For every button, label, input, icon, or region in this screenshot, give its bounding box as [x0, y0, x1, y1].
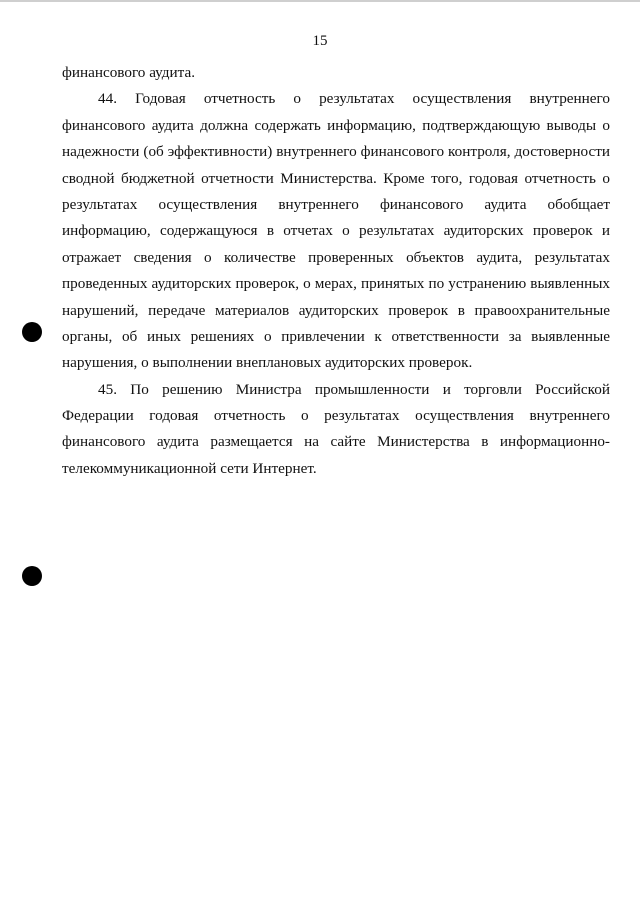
- paragraph-45-line: 45. По решению Министра промышленности и торговли Российской: [98, 380, 610, 398]
- paragraph-44-line: проведенных аудиторских проверок, о мерах, принятых по устранению выявленных: [62, 275, 610, 293]
- paragraph-43-last-line: финансового аудита.: [62, 64, 196, 81]
- paragraph-44-line: надежности (об эффективности) внутреннего финансового контроля, достоверности: [62, 143, 610, 161]
- paragraph-44-line: нарушений, передаче материалов аудиторских проверок в правоохранительные: [62, 301, 610, 319]
- paragraph-44-line: органы, об иных решениях о привлечении к ответственности за выявленные: [62, 327, 610, 345]
- top-edge-rule: [0, 0, 640, 2]
- paragraph-45-line: Федерации годовая отчетность о результатах осуществления внутреннего: [62, 407, 610, 425]
- paragraph-45-last-line: телекоммуникационной сети Интернет.: [62, 459, 317, 477]
- paragraph-44-line: отражает сведения о количестве проверенных объектов аудита, результатах: [62, 248, 610, 266]
- binder-punch-hole: [22, 322, 42, 342]
- paragraph-44-line: результатах осуществления внутреннего финансового аудита обобщает: [62, 195, 610, 213]
- paragraph-44-last-line: нарушения, о выполнении внеплановых аудиторских проверок.: [62, 354, 473, 372]
- page-number: 15: [312, 33, 328, 49]
- paragraph-44-line: сводной бюджетной отчетности Министерства. Кроме того, годовая отчетность о: [62, 169, 610, 187]
- paragraph-44-line: 44. Годовая отчетность о результатах осуществления внутреннего: [98, 90, 610, 108]
- paragraph-44-line: финансового аудита должна содержать информацию, подтверждающую выводы о: [62, 116, 610, 134]
- binder-punch-hole: [22, 566, 42, 586]
- paragraph-45-line: финансового аудита размещается на сайте Министерства в информационно-: [62, 433, 610, 451]
- paragraph-44-line: информацию, содержащуюся в отчетах о результатах аудиторских проверок и: [62, 222, 610, 240]
- document-body: [62, 60, 610, 482]
